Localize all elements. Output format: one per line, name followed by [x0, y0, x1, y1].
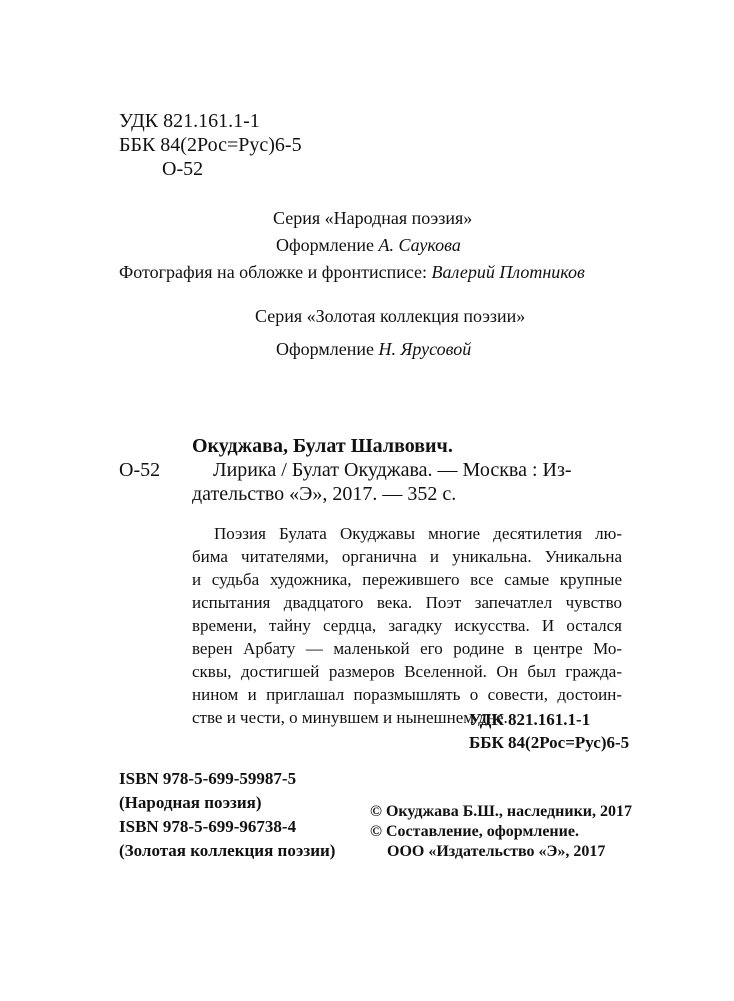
- annotation-line: нином и приглашал поразмышлять о совести, достоин-: [192, 685, 622, 704]
- catalog-code: О-52: [119, 459, 161, 481]
- design-credit-1: [276, 236, 461, 254]
- annotation-line: Поэзия Булата Окуджавы многие десятилетия лю-: [214, 524, 622, 543]
- isbn-2-series: (Золотая коллекция поэзии): [119, 841, 336, 860]
- annotation-line: испытания двадцатого века. Поэт запечатлел чувство: [192, 593, 622, 612]
- design-credit-1-name: А. Саукова: [378, 235, 461, 255]
- annotation-line: времени, тайну сердца, загадку искусства. И остался: [192, 616, 622, 635]
- catalog-author: Окуджава, Булат Шалвович.: [192, 435, 453, 457]
- design-credit-1-prefix: Оформление: [276, 235, 379, 255]
- footer-udk-code: УДК 821.161.1-1: [469, 710, 591, 729]
- photo-credit: [119, 263, 585, 281]
- copyright-line-3: ООО «Издательство «Э», 2017: [387, 843, 606, 860]
- isbn-2: ISBN 978-5-699-96738-4: [119, 817, 297, 836]
- design-credit-2: [276, 340, 471, 358]
- annotation-line: и судьба художника, пережившего все самые крупные: [192, 570, 622, 589]
- isbn-1-series: (Народная поэзия): [119, 793, 262, 812]
- bbk-code: ББК 84(2Рос=Рус)6-5: [119, 134, 302, 156]
- photo-credit-prefix: Фотография на обложке и фронтисписе:: [119, 262, 432, 282]
- annotation-line: сквы, достигшей размеров Вселенной. Он был гражда-: [192, 662, 622, 681]
- series-narodnaya: Серия «Народная поэзия»: [273, 208, 473, 228]
- copyright-line-1: © Окуджава Б.Ш., наследники, 2017: [370, 803, 633, 820]
- design-credit-2-prefix: Оформление: [276, 339, 379, 359]
- design-credit-2-name: Н. Ярусовой: [378, 339, 472, 359]
- annotation-line: стве и чести, о минувшем и нынешнем дне.: [192, 708, 508, 727]
- catalog-title-line-1: Лирика / Булат Окуджава. — Москва : Из-: [213, 459, 572, 481]
- annotation: [192, 522, 622, 729]
- udk-code: УДК 821.161.1-1: [119, 110, 260, 132]
- copyright-line-2: © Составление, оформление.: [370, 823, 579, 840]
- footer-bbk-code: ББК 84(2Рос=Рус)6-5: [469, 733, 630, 752]
- catalog-title-line-2: дательство «Э», 2017. — 352 с.: [192, 483, 457, 505]
- annotation-line: бима читателями, органична и уникальна. Уникальна: [192, 547, 622, 566]
- isbn-1: ISBN 978-5-699-59987-5: [119, 769, 297, 788]
- annotation-line: верен Арбату — маленькой его родине в центре Мо-: [192, 639, 622, 658]
- author-sign: О-52: [162, 158, 204, 180]
- series-zolotaya: Серия «Золотая коллекция поэзии»: [255, 306, 526, 326]
- photo-credit-name: Валерий Плотников: [431, 262, 585, 282]
